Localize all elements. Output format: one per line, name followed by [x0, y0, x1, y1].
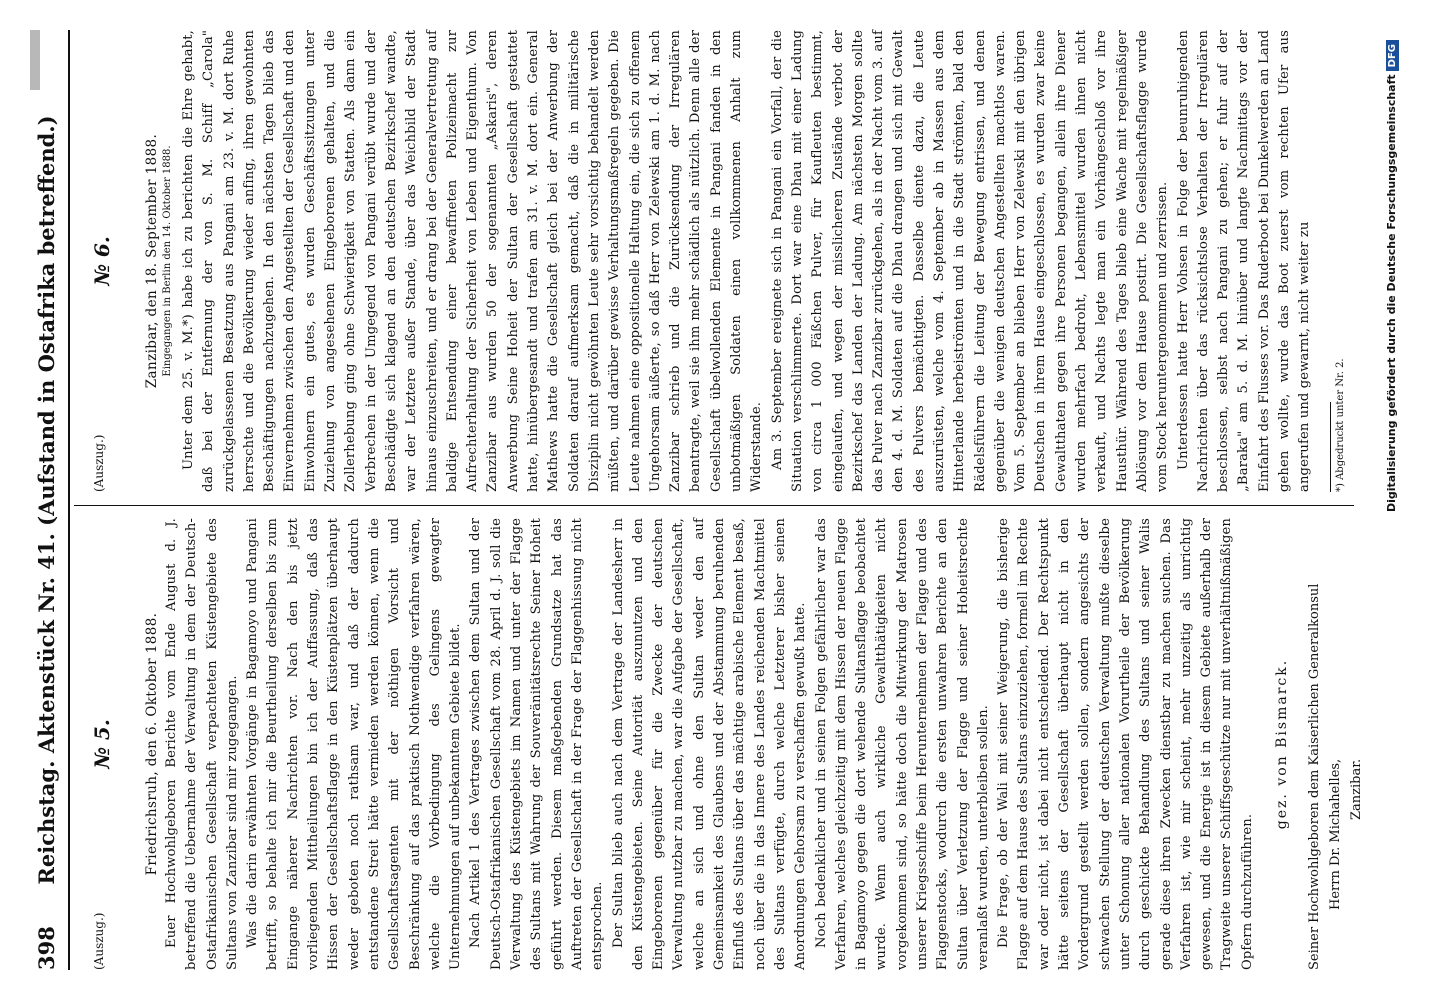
doc5-paragraph: Noch bedenklicher und in seinen Folgen gefährlicher war das Verfahren, welches gleichzeitig mit dem Hissen der neuen Flagge in Bagamoyo gegen die dort wehende Sultansflagge beobachtet wurde. Wenn auch wirkliche Gewaltthätigkeiten nicht vorgekommen sind, so hätte doch die Mitwirkung der Matrosen unserer Kriegsschiffe beim Herunternehmen der Flagge und des Flaggenstocks, wodurch die ersten unwahren Berichte an den Sultan über Verletzung der Flagge und seiner Hoheitsrechte veranlaßt wurden, unterbleiben sollen.: [813, 518, 991, 970]
addressee-line: Herrn Dr. Michahelles,: [1328, 758, 1344, 910]
doc6-heading: [84, 30, 144, 492]
doc5-paragraph: Nach Artikel 1 des Vertrages zwischen dem Sultan und der Deutsch-Ostafrikanischen Gesellschaft vom 28. April d. J. soll die Verwaltung des Küstengebiets im Namen und unter der Flagge des Sultans mit Wahrung der Souveränitätsrechte Seiner Hoheit geführt werden. Diesem maßgebenden Grundsatze hat das Auftreten der Gesellschaft in der Frage der Flaggenhissung nicht entsprochen.: [468, 518, 606, 970]
doc6-number: № 6.: [90, 236, 114, 286]
doc5-paragraph: Der Sultan blieb auch nach dem Vertrage der Landesherr in den Küstengebieten. Seine Autorität auszunutzen und den Eingeborenen gegenüber für die Zwecke der deutschen Verwaltung nutzbar zu machen, war die Aufgabe der Gesellschaft, welche an sich und ohne den Sultan weder den auf Gemeinsamkeit des Glaubens und der Abstammung beruhenden Einfluß des Sultans über das mächtige arabische Element besaß, noch über die in das Innere des Landes reichenden Machtmittel des Sultans verfügte, durch welche Letzterer bisher seinen Anordnungen Gehorsam zu verschaffen gewußt hatte.: [610, 518, 809, 970]
addressee-line: Seiner Hochwohlgeboren dem Kaiserlichen Generalkonsul: [1307, 583, 1323, 970]
doc5-excerpt-tag: (Auszug.): [92, 912, 106, 970]
column-separator: [74, 505, 1354, 506]
running-title: Reichstag. Aktenstück Nr. 41. (Aufstand in Ostafrika betreffend.): [34, 115, 59, 885]
digitization-credit: [1385, 40, 1399, 960]
document-page: [30, 30, 1400, 970]
doc6-paragraph: Unterdessen hatte Herr Vohsen in Folge der beunruhigenden Nachrichten über das rücksichtslose Verhalten der Irregulären beschlossen, selbst nach Pangani zu gehen; er fuhr auf der „Baraka" am 5. d. M. hinüber und langte Nachmittags vor der Einfahrt des Flusses vor. Das Ruderboot bei Dunkelwerden an Land gehen wollte, wurde das Boot zuerst vom rechten Ufer aus angerufen und gewarnt, nicht weiter zu: [1175, 30, 1313, 492]
doc5-paragraph: Die Frage, ob der Wali mit seiner Weigerung, die bisherige Flagge auf dem Hause des Sultans einzuziehen, formell im Rechte war oder nicht, ist dabei nicht entscheidend. Der Rechtspunkt hätte seitens der Gesellschaft überhaupt nicht in den Vordergrund gestellt werden sollen, sondern angesichts der schwachen Stellung der deutschen Verwaltung mußte dieselbe unter Schonung aller nationalen Vorurtheile der Bevölkerung durch geschickte Behandlung des Sultans und seiner Walis gerade diese ihren Zwecken dienstbar zu machen suchen. Das Verfahren ist, wie mir scheint, mehr unzeitig als unrichtig gewesen, und die Energie ist in diesem Gebiete außerhalb der Tragweite unserer Schiffsgeschütze nur mit unverhältnißmäßigen Opfern durchzuführen.: [996, 518, 1255, 970]
doc5-addressee: [1304, 518, 1367, 970]
dfg-logo: DFG: [1386, 40, 1399, 71]
doc5-body: [162, 518, 1258, 970]
footnote-rule: [1330, 402, 1331, 492]
doc6-paragraph: Unter dem 25. v. M.*) habe ich zu berichten die Ehre gehabt, daß bei der Entfernung der von S. M. Schiff „Carola" zurückgelassenen Besatzung aus Pangani am 23. v. M. dort Ruhe herrschte und die Bevölkerung wieder anfing, ihren gewohnten Beschäftigungen nachzugehen. In den nächsten Tagen blieb das Einvernehmen zwischen den Angestellten der Gesellschaft und den Einwohnern ein gutes, es wurden Geschäftssitzungen unter Zuziehung von angesehenen Eingeborenen gehalten, und die Zollerhebung ging ohne Schwierigkeit von Statten. Als dann ein Verbrechen in der Umgegend von Pangani verübt wurde und der Beschädigte sich klagend an den deutschen Bezirkschef wandte, war der Letztere außer Stande, über das Weichbild der Stadt hinaus einzuschreiten, und er drang bei der Generalvertretung auf baldige Entsendung einer bewaffneten Polizeimacht zur Aufrechterhaltung der Sicherheit von Leben und Eigenthum. Von Zanzibar aus wurden 50 der sogenannten „Askaris", deren Anwerbung Seine Hoheit der Sultan der Gesellschaft gestattet hatte, hinübergesandt und trafen am 31. v. M. dort ein. General Mathews hatte die Gesellschaft gleich bei der Anwerbung der Soldaten darauf aufmerksam gemacht, daß die in militärische Disziplin nicht gewöhnten Leute sehr vorsichtig behandelt werden müßten, und darüber gewisse Verhaltungsmaßregeln gegeben. Die Leute nahmen eine oppositionelle Haltung ein, die sich zu offenem Ungehorsam äußerte, so daß Herr von Zelewski am 1. d. M. nach Zanzibar schrieb und die Zurücksendung der Irregulären beantragte, weil sie ihm mehr schädlich als nützlich. Denn alle der Gesellschaft übelwollenden Elemente in Pangani fanden in den unbotmäßigen Soldaten einen vollkommenen Anhalt zum Widerstande.: [181, 30, 765, 492]
doc5-heading: [84, 518, 144, 970]
column-right: [78, 30, 1353, 492]
doc6-footnote: *) Abgedruckt unter Nr. 2.: [1334, 358, 1346, 492]
digitization-note: Digitalisierung gefördert durch die Deutsche Forschungsgemeinschaft: [1385, 74, 1398, 513]
running-header: [30, 30, 64, 970]
doc5-number: № 5.: [90, 719, 114, 769]
doc5-paragraph: Euer Hochwohlgeboren Berichte vom Ende August d. J. betreffend die Uebernahme der Verwaltung in dem der Deutsch-Ostafrikanischen Gesellschaft verpachteten Küstengebiete des Sultans von Zanzibar sind mir zugegangen.: [164, 518, 240, 970]
doc5-dateline: Friedrichsruh, den 6. Oktober 1888.: [144, 612, 160, 876]
scan-smudge: [30, 30, 40, 90]
page-number: 398: [34, 926, 59, 970]
column-left: [78, 518, 1365, 970]
addressee-line: Zanzibar.: [1349, 758, 1365, 820]
doc6-received-note: Eingegangen in Berlin den 14. Oktober 1888.: [162, 145, 173, 377]
doc5-paragraph: Was die darin erwähnten Vorgänge in Bagamoyo und Pangani betrifft, so behalte ich mir die Beurtheilung derselben bis zum Eingange näherer Nachrichten vor. Nach den bis jetzt vorliegenden Mittheilungen bin ich der Auffassung, daß das Hissen der Gesellschaftsflagge in den Küstenplätzen überhaupt weder geboten noch rathsam war, und daß der dadurch entstandene Streit hätte vermieden werden können, wenn die Gesellschaftsagenten mit der nöthigen Vorsicht und Beschränkung auf das praktisch Nothwendige verfahren wären, welche die Vorbedingung des Gelingens gewagter Unternehmungen auf unbekanntem Gebiete bildet.: [245, 518, 464, 970]
doc5-signature: gez. von Bismarck.: [1274, 658, 1291, 830]
doc6-paragraph: Am 3. September ereignete sich in Pangani ein Vorfall, der die Situation verschlimmerte. Dort war eine Dhau mit einer Ladung von circa 1 000 Fäßchen Pulver, für Kaufleuten bestimmt, eingelaufen, und wegen der misslicheren Zustände verbot der Bezirkschef das Landen der Ladung. Am nächsten Morgen sollte das Pulver nach Zanzibar zurückgehen, als in der Nacht vom 3. auf den 4. d. M. Soldaten auf die Dhau drangen und sich mit Gewalt des Pulvers bemächtigten. Dasselbe diente dazu, die Leute auszurüsten, welche vom 4. September ab in Massen aus dem Hinterlande herbeiströmten und in die Stadt strömten, bald den Rädelsführern die Leitung der Bewegung entrissen, und denen gegenüber die wenigen deutschen Angestellten machtlos waren. Vom 5. September an blieben Herr von Zelewski mit den übrigen Deutschen in ihrem Hause eingeschlossen, es wurden zwar keine Gewaltthaten gegen ihre Personen begangen, allein ihre Diener wurden mehrfach bedroht, Lebensmittel wurden ihnen nicht verkauft, und Nachts legte man ein Vorhängeschloß vor ihre Hausthür. Während des Tages blieb eine Wache mit regelmäßiger Ablösung vor dem Hause postirt. Die Gesellschaftsflagge wurde vom Stock heruntergenommen und zerrissen.: [769, 30, 1171, 492]
doc6-dateline: Zanzibar, den 18. September 1888.: [144, 133, 160, 389]
header-rule: [68, 30, 70, 970]
doc6-body: [179, 30, 1316, 492]
doc6-excerpt-tag: (Auszug.): [92, 434, 106, 492]
